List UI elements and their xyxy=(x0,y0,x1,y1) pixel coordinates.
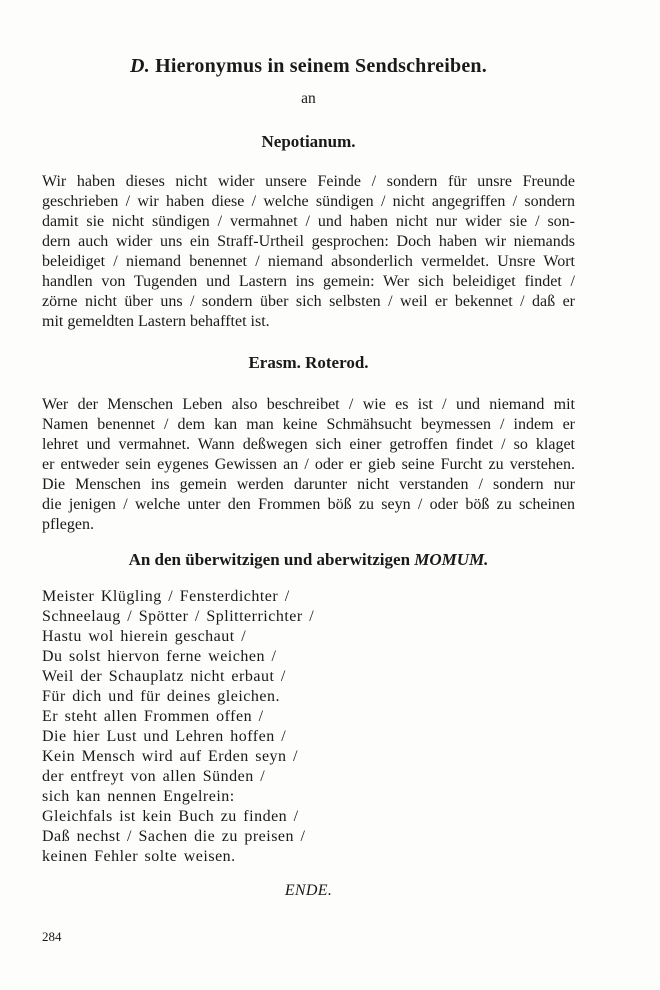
ende-marker: ENDE. xyxy=(284,882,333,899)
erasmus-heading: Erasm. Roterod. xyxy=(248,353,369,372)
text-line: Die Menschen ins gemein werden darunter nicht verstanden / sondern nur xyxy=(42,476,575,493)
poem-line: Gleichfals ist kein Buch zu finden / xyxy=(42,808,299,825)
poem-line: Für dich und für deines gleichen. xyxy=(42,688,280,705)
paragraph-erasmus xyxy=(42,395,575,535)
text-line: dern auch wider uns ein Straff-Urtheil gesprochen: Doch haben wir niemands xyxy=(42,233,575,250)
poem-line: der entfreyt von allen Sünden / xyxy=(42,768,266,785)
text-line: er entweder sein eygenes Gewissen an / oder er gieb seine Furcht zu verstehen. xyxy=(42,456,575,473)
page-title xyxy=(42,55,575,78)
poem-line: Die hier Lust und Lehren hoffen / xyxy=(42,728,287,745)
poem-line: Kein Mensch wird auf Erden seyn / xyxy=(42,748,298,765)
poem-line: Meister Klügling / Fensterdichter / xyxy=(42,588,290,605)
poem-line: Er steht allen Frommen offen / xyxy=(42,708,264,725)
poem-line: sich kan nennen Engelrein: xyxy=(42,788,235,805)
text-line: beleidiget / niemand benennet / niemand absonderlich vermeldet. Unsre Wort xyxy=(42,253,575,270)
poem-line: Schneelaug / Spötter / Splitterrichter / xyxy=(42,608,315,625)
momum-heading xyxy=(42,550,575,570)
momum-heading-text: An den überwitzigen und aberwitzigen xyxy=(128,550,415,569)
page-number: 284 xyxy=(42,929,62,944)
connector-word: an xyxy=(301,90,316,107)
text-line: pflegen. xyxy=(42,516,94,533)
text-line: die jenigen / welche unter den Frommen böß zu seyn / oder böß zu scheinen xyxy=(42,496,575,513)
text-line: zörne nicht über uns / sondern über sich selbsten / weil er bekennet / daß er xyxy=(42,293,575,310)
poem-line: Daß nechst / Sachen die zu preisen / xyxy=(42,828,306,845)
poem-line: Weil der Schauplatz nicht erbaut / xyxy=(42,668,286,685)
poem-line: Hastu wol hierein geschaut / xyxy=(42,628,247,645)
text-line: damit sie nicht sündigen / vermahnet / und haben nicht nur wider sie / son- xyxy=(42,213,575,230)
text-line: lehret und vermahnet. Wann deßwegen sich einer getroffen findet / so klaget xyxy=(42,436,575,453)
text-line: Namen benennet / dem kan man keine Schmähsucht beymessen / indem er xyxy=(42,416,575,433)
momum-heading-name: MOMUM. xyxy=(414,550,489,569)
poem-line: keinen Fehler solte weisen. xyxy=(42,848,236,865)
text-line: mit gemeldten Lastern behafftet ist. xyxy=(42,313,270,330)
poem-line: Du solst hiervon ferne weichen / xyxy=(42,648,277,665)
poem xyxy=(42,587,575,867)
text-line: handlen von Tugenden und Lastern ins gemein: Wer sich beleidiget findet / xyxy=(42,273,575,290)
paragraph-hieronymus xyxy=(42,172,575,332)
text-line: Wir haben dieses nicht wider unsere Feinde / sondern für unsre Freunde xyxy=(42,173,575,190)
text-line: Wer der Menschen Leben also beschreibet / wie es ist / und niemand mit xyxy=(42,396,575,413)
addressee-heading: Nepotianum. xyxy=(261,132,356,151)
title-text: Hieronymus in seinem Sendschreiben. xyxy=(149,55,487,77)
text-line: geschrieben / wir haben diese / welche sündigen / nicht angegriffen / sondern xyxy=(42,193,575,210)
title-abbreviation: D. xyxy=(130,55,150,77)
